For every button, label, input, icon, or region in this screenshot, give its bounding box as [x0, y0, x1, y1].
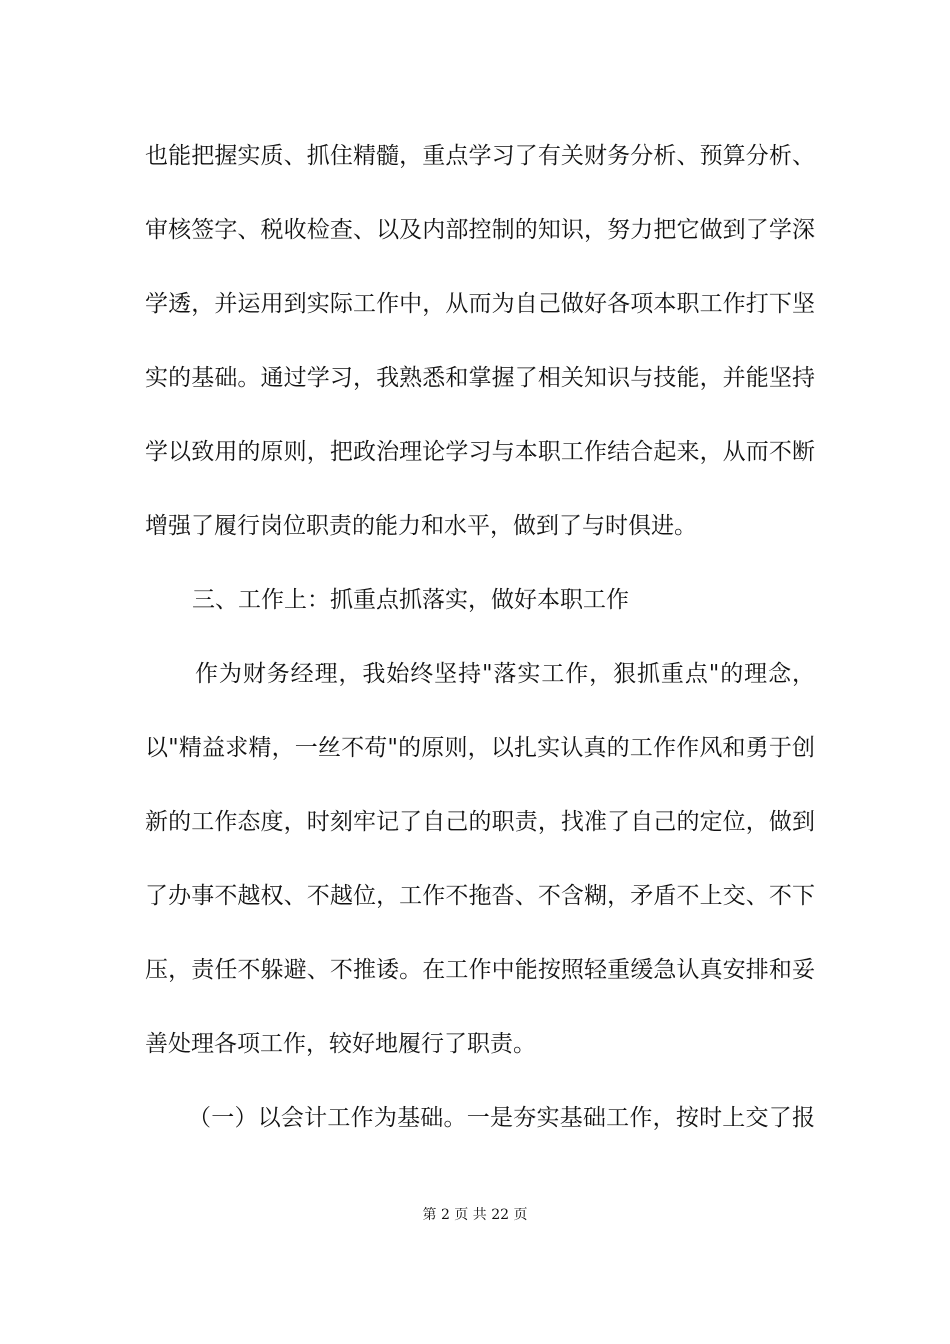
paragraph-line: 审核签字、税收检查、以及内部控制的知识，努力把它做到了学深: [145, 217, 815, 243]
paragraph-line: 善处理各项工作，较好地履行了职责。: [145, 1031, 536, 1057]
paragraph-line: 以"精益求精，一丝不苟"的原则，以扎实认真的工作作风和勇于创: [145, 735, 815, 761]
paragraph-line: 学以致用的原则，把政治理论学习与本职工作结合起来，从而不断: [145, 439, 815, 465]
paragraph-line: 压，责任不躲避、不推诿。在工作中能按照轻重缓急认真安排和妥: [145, 957, 815, 983]
section-heading: 三、工作上：抓重点抓落实，做好本职工作: [192, 587, 629, 613]
page-number-label: 第 2 页 共 22 页: [422, 1207, 528, 1223]
paragraph-line: 也能把握实质、抓住精髓，重点学习了有关财务分析、预算分析、: [145, 143, 815, 169]
paragraph-line: 了办事不越权、不越位，工作不拖沓、不含糊，矛盾不上交、不下: [145, 883, 815, 909]
paragraph-line: 学透，并运用到实际工作中，从而为自己做好各项本职工作打下坚: [145, 291, 815, 317]
paragraph-line: 实的基础。通过学习，我熟悉和掌握了相关知识与技能，并能坚持: [145, 365, 815, 391]
page-number-footer: [0, 1206, 950, 1224]
subsection-line: （一）以会计工作为基础。一是夯实基础工作，按时上交了报: [188, 1105, 815, 1131]
paragraph-line: 新的工作态度，时刻牢记了自己的职责，找准了自己的定位，做到: [145, 809, 815, 835]
paragraph-line: 作为财务经理，我始终坚持"落实工作，狠抓重点"的理念，: [195, 661, 815, 687]
paragraph-line: 增强了履行岗位职责的能力和水平，做到了与时俱进。: [145, 513, 697, 539]
